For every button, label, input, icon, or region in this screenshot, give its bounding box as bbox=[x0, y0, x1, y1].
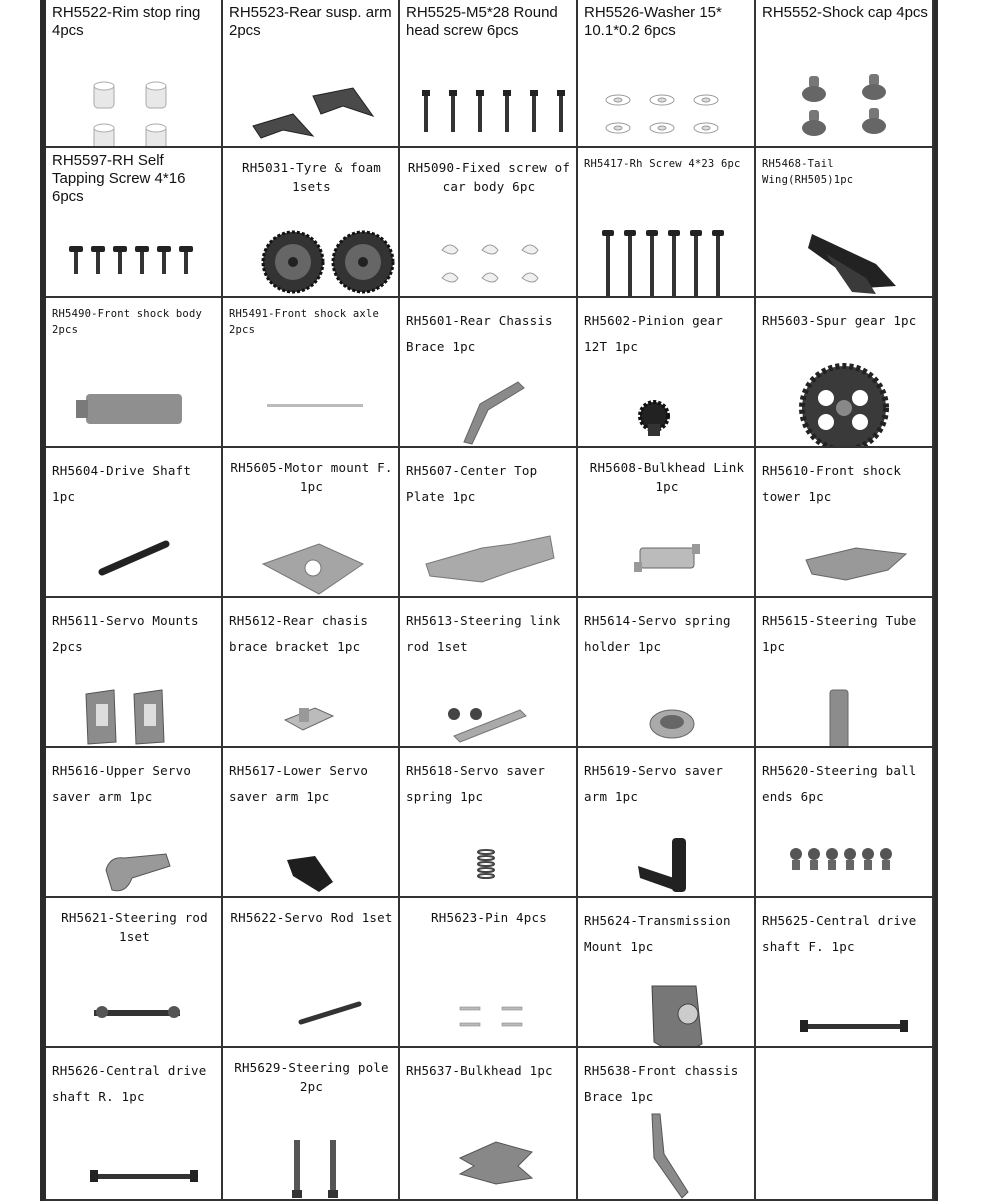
part-cell-rh5614 bbox=[578, 598, 756, 748]
part-label: RH5603-Spur gear 1pc bbox=[762, 313, 917, 328]
part-label: RH5616-Upper Servo saver arm 1pc bbox=[52, 763, 192, 804]
part-label: RH5612-Rear chasis brace bracket 1pc bbox=[229, 613, 369, 654]
part-label: RH5525-M5*28 Round head screw 6pcs bbox=[406, 4, 558, 39]
part-cell-rh5604 bbox=[46, 448, 223, 598]
part-label: RH5622-Servo Rod 1set bbox=[230, 910, 393, 925]
sheet-border-right bbox=[934, 0, 938, 1201]
part-cell-rh5637 bbox=[400, 1048, 578, 1201]
part-cell-rh5491 bbox=[223, 298, 400, 448]
part-label: RH5607-Center Top Plate 1pc bbox=[406, 463, 538, 504]
part-cell-rh5638 bbox=[578, 1048, 756, 1201]
part-label: RH5090-Fixed screw of car body 6pc bbox=[407, 160, 571, 194]
shock-cap-icon bbox=[756, 0, 934, 148]
part-cell-rh5621 bbox=[46, 898, 223, 1048]
parts-grid bbox=[46, 0, 934, 1201]
part-label: RH5637-Bulkhead 1pc bbox=[406, 1063, 553, 1078]
part-cell-rh5090 bbox=[400, 148, 578, 298]
part-label: RH5620-Steering ball ends 6pc bbox=[762, 763, 917, 804]
part-cell-rh5610 bbox=[756, 448, 934, 598]
part-label: RH5617-Lower Servo saver arm 1pc bbox=[229, 763, 369, 804]
part-label: RH5608-Bulkhead Link 1pc bbox=[589, 460, 745, 494]
part-cell-rh5620 bbox=[756, 748, 934, 898]
empty-cell bbox=[756, 1048, 934, 1201]
part-cell-rh5525 bbox=[400, 0, 578, 148]
part-label: RH5611-Servo Mounts 2pcs bbox=[52, 613, 199, 654]
part-label: RH5601-Rear Chassis Brace 1pc bbox=[406, 313, 553, 354]
part-cell-rh5601 bbox=[400, 298, 578, 448]
part-label: RH5619-Servo saver arm 1pc bbox=[584, 763, 724, 804]
part-label: RH5626-Central drive shaft R. 1pc bbox=[52, 1063, 207, 1104]
part-cell-rh5624 bbox=[578, 898, 756, 1048]
part-label: RH5604-Drive Shaft 1pc bbox=[52, 463, 192, 504]
part-cell-rh5417 bbox=[578, 148, 756, 298]
part-cell-rh5602 bbox=[578, 298, 756, 448]
part-label: RH5491-Front shock axle 2pcs bbox=[229, 308, 379, 336]
part-label: RH5526-Washer 15* 10.1*0.2 6pcs bbox=[584, 4, 722, 39]
part-cell-rh5468 bbox=[756, 148, 934, 298]
part-cell-rh5522 bbox=[46, 0, 223, 148]
part-label: RH5605-Motor mount F. 1pc bbox=[230, 460, 393, 494]
part-cell-rh5612 bbox=[223, 598, 400, 748]
part-cell-rh5623 bbox=[400, 898, 578, 1048]
part-label: RH5031-Tyre & foam 1sets bbox=[241, 160, 382, 194]
part-cell-rh5608 bbox=[578, 448, 756, 598]
part-label: RH5610-Front shock tower 1pc bbox=[762, 463, 902, 504]
part-cell-rh5616 bbox=[46, 748, 223, 898]
part-label: RH5522-Rim stop ring 4pcs bbox=[52, 4, 201, 39]
part-label: RH5629-Steering pole 2pc bbox=[234, 1060, 389, 1094]
part-cell-rh5603 bbox=[756, 298, 934, 448]
part-cell-rh5626 bbox=[46, 1048, 223, 1201]
part-label: RH5638-Front chassis Brace 1pc bbox=[584, 1063, 739, 1104]
part-cell-rh5607 bbox=[400, 448, 578, 598]
part-label: RH5623-Pin 4pcs bbox=[431, 910, 547, 925]
part-label: RH5615-Steering Tube 1pc bbox=[762, 613, 917, 654]
part-cell-rh5622 bbox=[223, 898, 400, 1048]
part-label: RH5417-Rh Screw 4*23 6pc bbox=[584, 158, 741, 170]
part-label: RH5621-Steering rod 1set bbox=[61, 910, 208, 944]
part-cell-rh5605 bbox=[223, 448, 400, 598]
part-cell-rh5490 bbox=[46, 298, 223, 448]
part-cell-rh5597 bbox=[46, 148, 223, 298]
part-cell-rh5526 bbox=[578, 0, 756, 148]
part-label: RH5552-Shock cap 4pcs bbox=[762, 4, 928, 21]
part-label: RH5624-Transmission Mount 1pc bbox=[584, 913, 731, 954]
part-cell-rh5615 bbox=[756, 598, 934, 748]
part-cell-rh5619 bbox=[578, 748, 756, 898]
part-label: RH5468-Tail Wing(RH505)1pc bbox=[762, 158, 854, 186]
part-label: RH5613-Steering link rod 1set bbox=[406, 613, 561, 654]
part-cell-rh5625 bbox=[756, 898, 934, 1048]
part-cell-rh5617 bbox=[223, 748, 400, 898]
part-cell-rh5611 bbox=[46, 598, 223, 748]
part-label: RH5625-Central drive shaft F. 1pc bbox=[762, 913, 917, 954]
part-label: RH5597-RH Self Tapping Screw 4*16 6pcs bbox=[52, 152, 186, 205]
part-cell-rh5618 bbox=[400, 748, 578, 898]
part-cell-rh5031 bbox=[223, 148, 400, 298]
part-label: RH5490-Front shock body 2pcs bbox=[52, 308, 202, 336]
part-cell-rh5523 bbox=[223, 0, 400, 148]
part-label: RH5602-Pinion gear 12T 1pc bbox=[584, 313, 724, 354]
part-label: RH5523-Rear susp. arm 2pcs bbox=[229, 4, 392, 39]
part-label: RH5618-Servo saver spring 1pc bbox=[406, 763, 546, 804]
part-cell-rh5613 bbox=[400, 598, 578, 748]
part-cell-rh5629 bbox=[223, 1048, 400, 1201]
part-cell-rh5552 bbox=[756, 0, 934, 148]
part-label: RH5614-Servo spring holder 1pc bbox=[584, 613, 731, 654]
